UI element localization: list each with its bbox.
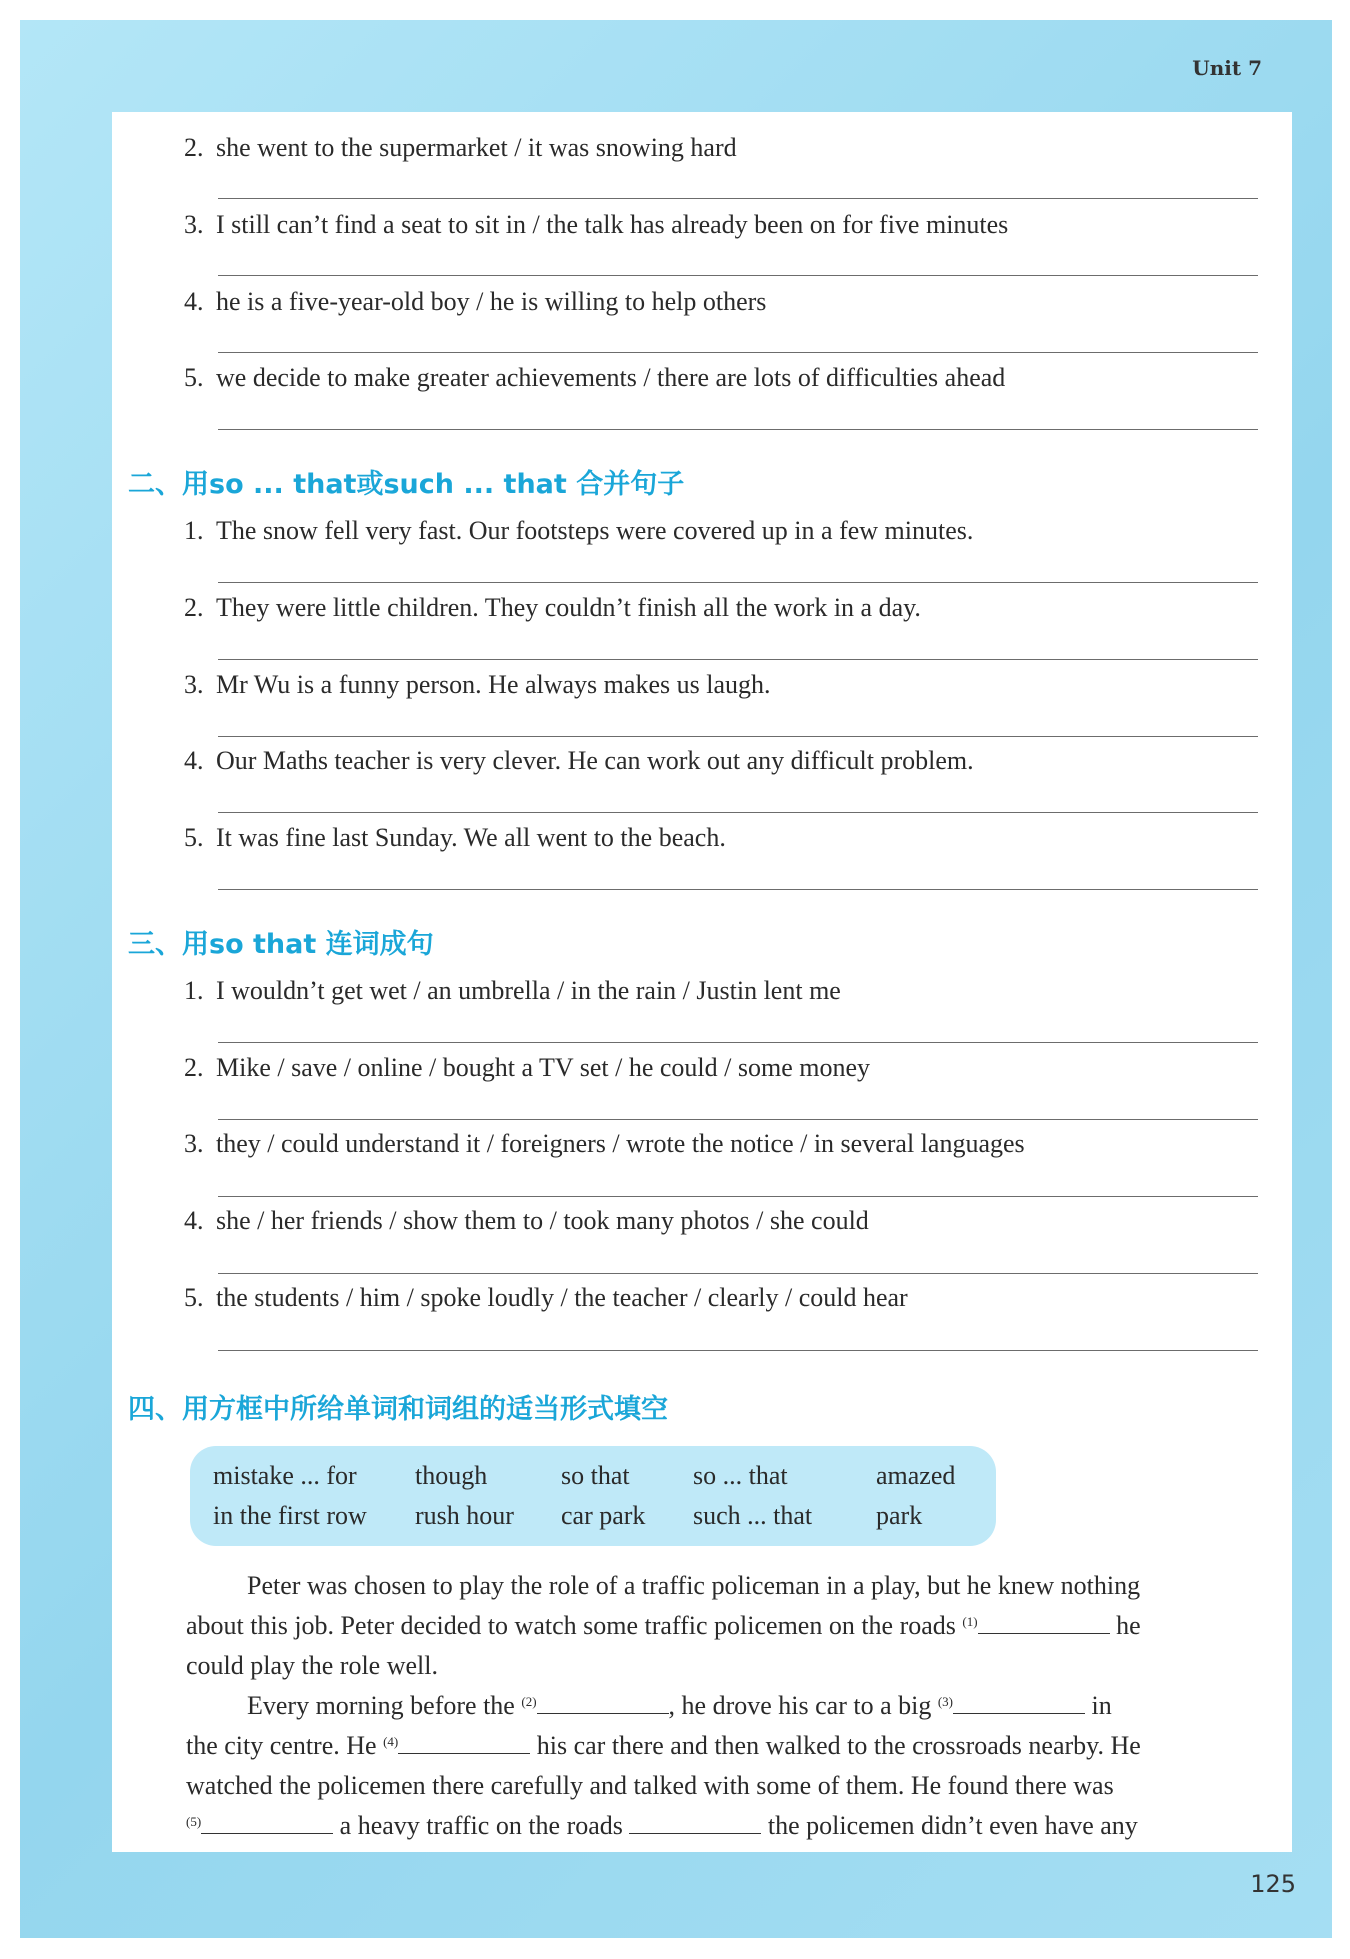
passage-line: Peter was chosen to play the role of a traffic policeman in a play, but he knew nothing [247,1571,1141,1600]
passage-line: could play the role well. [186,1651,438,1680]
exercise-item: 2. They were little children. They couldn’t finish all the work in a day. [184,593,921,622]
answer-line[interactable] [218,275,1258,276]
exercise-item: 5. It was fine last Sunday. We all went to the beach. [184,823,726,852]
blank-4[interactable] [398,1731,530,1754]
blank-5[interactable] [201,1811,333,1834]
exercise-item: 5. the students / him / spoke loudly / the teacher / clearly / could hear [184,1283,908,1312]
word-option: rush hour [415,1501,514,1530]
exercise-item: 3. they / could understand it / foreigners / wrote the notice / in several languages [184,1129,1025,1158]
word-option: such ... that [693,1501,813,1530]
exercise-item: 4. Our Maths teacher is very clever. He can work out any difficult problem. [184,746,974,775]
word-option: so ... that [693,1461,788,1490]
section-heading: 二、用so ... that或such ... that 合并句子 [128,469,685,500]
blank-2[interactable] [537,1691,669,1714]
blank-3[interactable] [953,1691,1085,1714]
answer-line[interactable] [218,429,1258,430]
blank-number: (3) [937,1694,954,1709]
word-option: mistake ... for [213,1461,357,1490]
answer-line[interactable] [218,352,1258,353]
exercise-item: 2. she went to the supermarket / it was snowing hard [184,133,737,162]
word-option: though [415,1461,488,1490]
section-heading: 三、用so that 连词成句 [128,929,434,960]
exercise-item: 4. she / her friends / show them to / took many photos / she could [184,1206,869,1235]
answer-line[interactable] [218,1042,1258,1043]
answer-line[interactable] [218,812,1258,813]
word-option: so that [561,1461,630,1490]
passage-line: $^{(5)}$ a heavy traffic on the roads the policemen didn’t even have any [186,1811,1138,1840]
exercise-item: 2. Mike / save / online / bought a TV set / he could / some money [184,1053,870,1082]
blank-number: (2) [521,1694,537,1709]
answer-line[interactable] [218,1350,1258,1351]
answer-line[interactable] [218,889,1258,890]
passage-line: about this job. Peter decided to watch some traffic policemen on the roads $^{(1)}$ he [186,1611,1141,1640]
blank-5b[interactable] [629,1811,761,1834]
passage-line: the city centre. He $^{(4)}$ his car there and then walked to the crossroads nearby. He [186,1731,1141,1760]
blank-number: (1) [962,1614,978,1629]
exercise-item: 1. The snow fell very fast. Our footsteps were covered up in a few minutes. [184,516,974,545]
blank-1[interactable] [978,1611,1110,1634]
word-option: car park [561,1501,646,1530]
passage-line: Every morning before the $^{(2)}$ , he drove his car to a big $^{(3)}$ in [247,1691,1112,1720]
word-option: in the first row [213,1501,367,1530]
passage-line: watched the policemen there carefully and talked with some of them. He found there was [186,1771,1114,1800]
answer-line[interactable] [218,1273,1258,1274]
answer-line[interactable] [218,736,1258,737]
answer-line[interactable] [218,582,1258,583]
answer-line[interactable] [218,659,1258,660]
page-number: 125 [1250,1870,1296,1898]
section-heading: 四、用方框中所给单词和词组的适当形式填空 [128,1394,668,1425]
unit-label: Unit 7 [1192,56,1262,80]
answer-line[interactable] [218,198,1258,199]
word-option: park [876,1501,923,1530]
word-option: amazed [876,1461,956,1490]
exercise-item: 4. he is a five-year-old boy / he is willing to help others [184,287,767,316]
exercise-item: 3. I still can’t find a seat to sit in / the talk has already been on for five minutes [184,210,1009,239]
exercise-item: 3. Mr Wu is a funny person. He always makes us laugh. [184,670,771,699]
exercise-item: 5. we decide to make greater achievements / there are lots of difficulties ahead [184,363,1006,392]
blank-number: (4) [383,1734,399,1749]
answer-line[interactable] [218,1119,1258,1120]
answer-line[interactable] [218,1196,1258,1197]
blank-number: (5) [186,1814,202,1829]
exercise-item: 1. I wouldn’t get wet / an umbrella / in the rain / Justin lent me [184,976,841,1005]
